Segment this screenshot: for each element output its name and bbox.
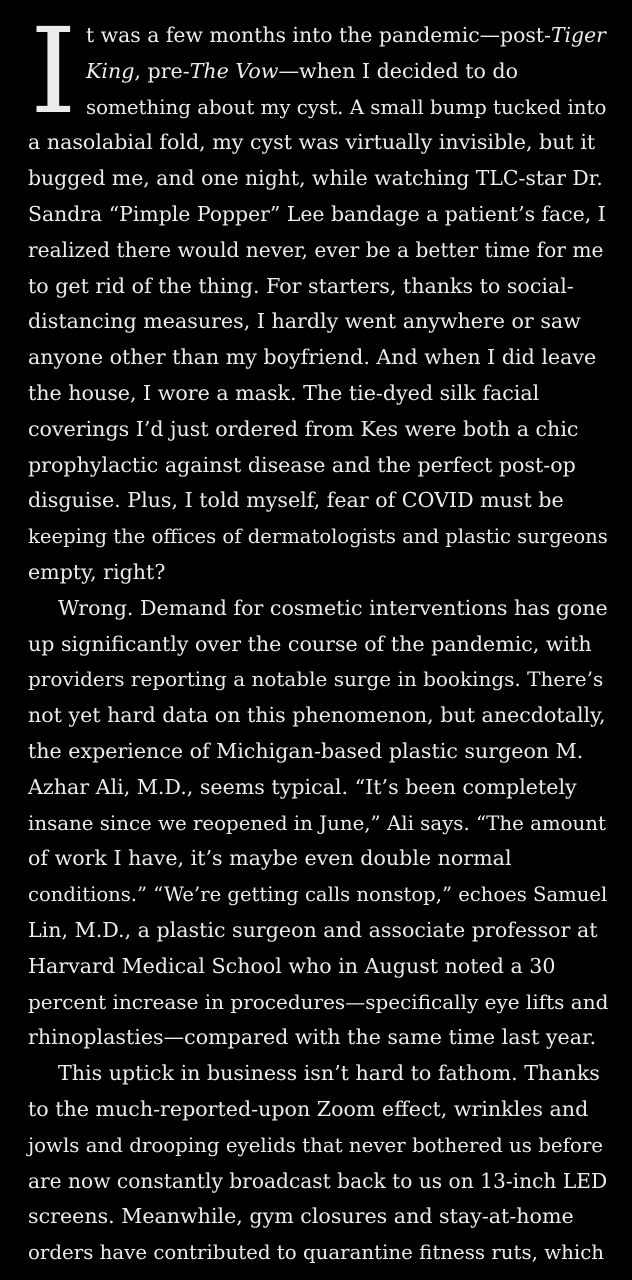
text-line: jowls and drooping eyelids that never bothered us before (28, 1133, 603, 1157)
text-line: Lin, M.D., a plastic surgeon and associate professor at (28, 917, 598, 942)
italic-title-tiger-king: Tiger (550, 23, 606, 47)
text-line: This uptick in business isn’t hard to fathom. Thanks (58, 1061, 600, 1086)
text-line: Azhar Ali, M.D., seems typical. “It’s been completely (28, 774, 577, 799)
text-line (28, 54, 608, 90)
text-line: something about my cyst. A small bump tucked into (86, 95, 607, 119)
text-line: conditions.” “We’re getting calls nonstop,” echoes Samuel (28, 883, 608, 907)
text-line: the experience of Michigan-based plastic surgeon M. (28, 738, 584, 763)
text-line: percent increase in procedures—specifically eye lifts and (28, 989, 609, 1014)
text-line: a nasolabial fold, my cyst was virtually invisible, but it (28, 130, 596, 155)
text-line: disguise. Plus, I told myself, fear of COVID must be (28, 488, 564, 513)
text-line: insane since we reopened in June,” Ali says. “The amount (28, 811, 606, 835)
text-line: the house, I wore a mask. The tie-dyed silk facial (28, 380, 540, 405)
drop-cap: I (30, 2, 77, 140)
paragraph-2 (28, 591, 608, 1056)
paragraph-1 (28, 2, 608, 591)
text-line (28, 18, 608, 54)
text-run: , pre- (134, 58, 190, 83)
text-line: up significantly over the course of the pandemic, with (28, 631, 592, 656)
text-line: to the much-reported-upon Zoom effect, wrinkles and (28, 1096, 589, 1121)
text-line: distancing measures, I hardly went anywhere or saw (28, 309, 581, 334)
text-line: rhinoplasties—compared with the same time last year. (28, 1025, 597, 1050)
text-line: of work I have, it’s maybe even double normal (28, 846, 512, 871)
text-line: are now constantly broadcast back to us on 13-inch LED (28, 1168, 608, 1193)
text-line: Sandra “Pimple Popper” Lee bandage a patient’s face, I (28, 201, 606, 226)
text-line: prophylactic against disease and the perfect post-op (28, 452, 576, 477)
article-body (28, 2, 609, 1271)
text-line: to get rid of the thing. For starters, thanks to social- (28, 273, 574, 298)
text-line: empty, right? (28, 559, 166, 584)
italic-title-the-vow: The Vow (189, 58, 279, 83)
italic-title-king: King (86, 58, 135, 83)
text-line: Wrong. Demand for cosmetic interventions has gone (58, 595, 608, 620)
text-line: Harvard Medical School who in August noted a 30 (28, 953, 556, 978)
paragraph-3 (28, 1056, 608, 1271)
text-line: keeping the offices of dermatologists and plastic surgeons (28, 525, 608, 549)
text-line: screens. Meanwhile, gym closures and stay-at-home (28, 1204, 574, 1229)
text-line: anyone other than my boyfriend. And when I did leave (28, 345, 597, 370)
text-run: t was a few months into the pandemic—post- (86, 23, 551, 47)
text-line: realized there would never, ever be a better time for me (28, 237, 604, 262)
text-run: —when I decided to do (278, 58, 518, 83)
text-line: not yet hard data on this phenomenon, but anecdotally, (28, 703, 606, 728)
text-line: coverings I’d just ordered from Kes were both a chic (28, 416, 579, 441)
text-line: bugged me, and one night, while watching TLC-star Dr. (28, 166, 603, 191)
text-line: orders have contributed to quarantine fitness ruts, which (28, 1241, 605, 1265)
text-line: providers reporting a notable surge in bookings. There’s (28, 667, 604, 692)
